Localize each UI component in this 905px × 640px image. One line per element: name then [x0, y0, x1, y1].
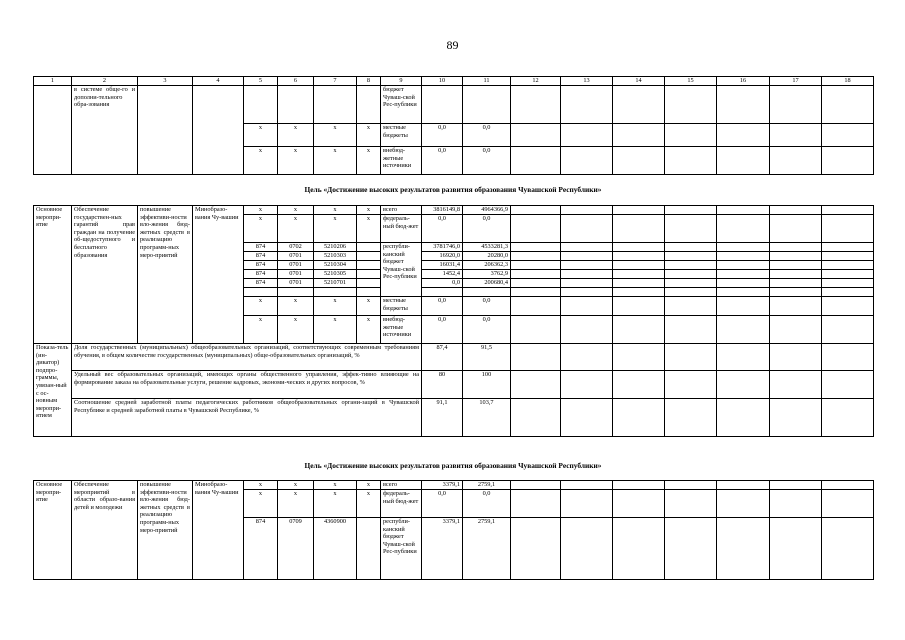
col-header: 13: [561, 77, 613, 86]
responsible-executor: Минобразо-вания Чу-вашии: [193, 206, 244, 344]
table-cell: 0,0: [463, 215, 511, 243]
table-cell: федераль-ный бюд-жет: [381, 490, 422, 518]
table-cell: [561, 147, 613, 175]
col-header: 6: [278, 77, 314, 86]
goal-heading: Цель «Достижение высоких результатов развития образования Чувашской Республики»: [304, 461, 602, 470]
table-cell: [561, 270, 613, 279]
table-cell: [561, 518, 613, 580]
table-cell: [770, 316, 822, 344]
table-cell: 2759,1: [463, 518, 511, 580]
table-cell: [357, 243, 381, 252]
table-cell: 103,7: [463, 399, 511, 437]
table-cell: х: [278, 147, 314, 175]
table-cell: [561, 215, 613, 243]
activity-name: в системе обще-го и дополни-тельного обра-зования: [72, 86, 138, 175]
table-cell: 5210303: [314, 252, 357, 261]
table-cell: 91,1: [422, 399, 463, 437]
table-cell: [665, 124, 717, 147]
table-cell: [822, 206, 874, 215]
table-cell: [357, 518, 381, 580]
table-cell: 874: [244, 279, 278, 288]
table-cell: [613, 481, 665, 490]
table-cell: [665, 243, 717, 252]
table-cell: 91,5: [463, 344, 511, 371]
table-cell: [561, 297, 613, 316]
table-cell: [717, 270, 770, 279]
table-cell: [613, 371, 665, 399]
table-cell: [314, 86, 357, 124]
table-cell: [822, 215, 874, 243]
table-cell: [822, 297, 874, 316]
table-cell: [511, 206, 561, 215]
table-cell: [770, 252, 822, 261]
table-cell: [717, 288, 770, 297]
table-cell: [511, 518, 561, 580]
table-cell: х: [278, 124, 314, 147]
table-cell: [665, 316, 717, 344]
table-cell: х: [314, 316, 357, 344]
table-cell: [138, 86, 193, 175]
table-cell: [511, 316, 561, 344]
table-cell: [822, 270, 874, 279]
table-cell: [511, 86, 561, 124]
col-header: 18: [822, 77, 874, 86]
table-cell: [613, 261, 665, 270]
table-cell: [561, 371, 613, 399]
table-cell: [717, 124, 770, 147]
indicator-text: Доля государственных (муниципальных) общеобразовательных организаций, соответствующих современным требованиям обучения, в общем количестве государственных (муниципальных) обще-образовательных организаций, %: [72, 344, 422, 371]
table-cell: х: [357, 147, 381, 175]
table-cell: 2759,1: [463, 481, 511, 490]
table-cell: 200680,4: [463, 279, 511, 288]
col-header: 3: [138, 77, 193, 86]
budget-table-block-2: [33, 480, 874, 580]
table-cell: республи-канский бюджет Чуваш-ской Рес-публики: [381, 243, 422, 297]
table-cell: 0,0: [422, 316, 463, 344]
table-cell: 4964366,9: [463, 206, 511, 215]
table-cell: [717, 344, 770, 371]
activity-goal: повышение эффективи-ности вло-жения бюд-жетных средств в реализацию программ-ных меро-приятий: [138, 206, 193, 344]
table-cell: х: [314, 490, 357, 518]
table-cell: [34, 86, 72, 175]
table-cell: 874: [244, 270, 278, 279]
table-cell: 0701: [278, 261, 314, 270]
table-cell: [613, 124, 665, 147]
table-cell: [511, 344, 561, 371]
table-cell: х: [314, 481, 357, 490]
table-cell: [561, 490, 613, 518]
col-header: 9: [381, 77, 422, 86]
table-cell: х: [357, 490, 381, 518]
table-cell: [717, 243, 770, 252]
table-cell: [422, 86, 463, 124]
table-cell: 5210206: [314, 243, 357, 252]
table-cell: [357, 261, 381, 270]
table-cell: [770, 371, 822, 399]
table-cell: 3379,1: [422, 481, 463, 490]
table-cell: [770, 215, 822, 243]
activity-name: Обеспечение государствен-ных гарантий прав граждан на получение об-щедоступного и бесплатного образования: [72, 206, 138, 344]
col-header: 16: [717, 77, 770, 86]
table-cell: [770, 297, 822, 316]
table-row: [34, 206, 874, 215]
table-cell: [822, 490, 874, 518]
table-cell: х: [314, 297, 357, 316]
table-cell: 0,0: [463, 490, 511, 518]
table-cell: х: [278, 316, 314, 344]
table-cell: [278, 288, 314, 297]
table-cell: 4533281,3: [463, 243, 511, 252]
table-cell: [665, 261, 717, 270]
table-cell: [357, 288, 381, 297]
table-cell: 0701: [278, 270, 314, 279]
table-cell: 5210701: [314, 279, 357, 288]
table-cell: 16920,0: [422, 252, 463, 261]
table-cell: [463, 288, 511, 297]
table-cell: [613, 86, 665, 124]
col-header: 5: [244, 77, 278, 86]
table-cell: 3379,1: [422, 518, 463, 580]
table-cell: [770, 481, 822, 490]
col-header: 12: [511, 77, 561, 86]
table-cell: 3762,9: [463, 270, 511, 279]
table-cell: [665, 147, 717, 175]
table-cell: [561, 252, 613, 261]
table-cell: [770, 270, 822, 279]
table-cell: 0,0: [463, 297, 511, 316]
table-cell: х: [244, 481, 278, 490]
table-cell: [717, 279, 770, 288]
table-cell: [613, 288, 665, 297]
table-cell: [665, 371, 717, 399]
table-cell: 0701: [278, 252, 314, 261]
table-cell: [665, 490, 717, 518]
table-cell: 0709: [278, 518, 314, 580]
table-cell: [770, 206, 822, 215]
table-cell: 0,0: [422, 490, 463, 518]
table-cell: [561, 279, 613, 288]
table-cell: [822, 147, 874, 175]
table-cell: [770, 490, 822, 518]
table-cell: [613, 316, 665, 344]
table-cell: [511, 371, 561, 399]
table-cell: [357, 270, 381, 279]
table-cell: 3781746,0: [422, 243, 463, 252]
table-cell: [717, 316, 770, 344]
table-cell: [665, 279, 717, 288]
table-cell: [244, 86, 278, 124]
table-cell: [613, 215, 665, 243]
table-cell: [357, 279, 381, 288]
table-cell: внебюд-жетные источники: [381, 147, 422, 175]
table-cell: 0,0: [422, 297, 463, 316]
table-cell: 80: [422, 371, 463, 399]
table-cell: [822, 518, 874, 580]
table-cell: 0702: [278, 243, 314, 252]
table-cell: [357, 252, 381, 261]
table-cell: х: [314, 215, 357, 243]
table-cell: [717, 297, 770, 316]
indicator-text: Соотношение средней заработной платы педагогических работников общеобразовательных органи-заций в Чувашской Республике и средней заработной платы в Чувашской Республике, %: [72, 399, 422, 437]
table-cell: [822, 261, 874, 270]
table-cell: [511, 252, 561, 261]
table-cell: [511, 490, 561, 518]
table-cell: [613, 147, 665, 175]
table-cell: [193, 86, 244, 175]
table-cell: [770, 243, 822, 252]
table-row: [34, 481, 874, 490]
table-cell: [665, 481, 717, 490]
table-cell: 1452,4: [422, 270, 463, 279]
indicator-label: Показа-тель (ин-дикатор) подпро-граммы, увязан-ный с ос-новным меропри-ятием: [34, 344, 72, 437]
table-cell: х: [244, 490, 278, 518]
table-cell: х: [357, 206, 381, 215]
col-header: 10: [422, 77, 463, 86]
table-cell: [511, 124, 561, 147]
table-cell: [511, 243, 561, 252]
table-cell: [717, 252, 770, 261]
table-cell: 874: [244, 518, 278, 580]
table-cell: [717, 399, 770, 437]
table-cell: [561, 243, 613, 252]
table-cell: х: [278, 206, 314, 215]
col-header: 14: [613, 77, 665, 86]
indicator-row: [34, 371, 874, 399]
table-cell: 0,0: [463, 147, 511, 175]
table-cell: [822, 279, 874, 288]
table-cell: [822, 243, 874, 252]
table-cell: [561, 481, 613, 490]
table-cell: [665, 399, 717, 437]
table-cell: [314, 288, 357, 297]
indicator-row: [34, 399, 874, 437]
table-cell: [561, 124, 613, 147]
table-cell: [717, 206, 770, 215]
table-cell: [770, 518, 822, 580]
table-cell: х: [314, 147, 357, 175]
table-cell: 4360900: [314, 518, 357, 580]
table-cell: [770, 261, 822, 270]
table-cell: [511, 399, 561, 437]
table-cell: [613, 399, 665, 437]
table-cell: 0701: [278, 279, 314, 288]
table-cell: [278, 86, 314, 124]
table-cell: [613, 518, 665, 580]
table-cell: х: [278, 297, 314, 316]
table-cell: [561, 344, 613, 371]
table-cell: [613, 490, 665, 518]
table-cell: [511, 261, 561, 270]
table-cell: [822, 399, 874, 437]
table-cell: 3816149,8: [422, 206, 463, 215]
table-cell: 100: [463, 371, 511, 399]
table-cell: [561, 288, 613, 297]
table-cell: х: [278, 490, 314, 518]
col-header: 2: [72, 77, 138, 86]
table-cell: 206362,3: [463, 261, 511, 270]
table-cell: [717, 261, 770, 270]
col-header: 11: [463, 77, 511, 86]
table-cell: всего: [381, 481, 422, 490]
activity-type: Основное меропри-ятие: [34, 206, 72, 344]
activity-goal: повышение эффективи-ности вло-жения бюд-жетных средств в реализацию программ-ных меро-приятий: [138, 481, 193, 580]
budget-table-main: [33, 76, 874, 175]
table-cell: [665, 518, 717, 580]
table-cell: [822, 252, 874, 261]
table-cell: внебюд-жетные источники: [381, 316, 422, 344]
table-cell: [561, 399, 613, 437]
table-cell: 5210305: [314, 270, 357, 279]
table-cell: х: [278, 481, 314, 490]
table-cell: [717, 490, 770, 518]
table-cell: [613, 297, 665, 316]
table-cell: [665, 206, 717, 215]
page-number: 89: [446, 38, 459, 52]
table-cell: [244, 288, 278, 297]
table-cell: х: [278, 215, 314, 243]
table-cell: [613, 344, 665, 371]
table-cell: 0,0: [422, 147, 463, 175]
table-cell: [665, 344, 717, 371]
table-cell: [770, 279, 822, 288]
table-cell: [822, 316, 874, 344]
table-cell: [665, 288, 717, 297]
activity-type: Основное меропри-ятие: [34, 481, 72, 580]
table-cell: федераль-ный бюд-жет: [381, 215, 422, 243]
table-cell: [463, 86, 511, 124]
table-cell: [561, 206, 613, 215]
col-header: 1: [34, 77, 72, 86]
table-cell: [717, 518, 770, 580]
table-cell: [665, 270, 717, 279]
table-cell: [770, 124, 822, 147]
col-header: 4: [193, 77, 244, 86]
table-cell: всего: [381, 206, 422, 215]
table-cell: [665, 86, 717, 124]
table-cell: [613, 206, 665, 215]
table-cell: х: [314, 206, 357, 215]
table-cell: [770, 288, 822, 297]
table-cell: 0,0: [463, 124, 511, 147]
table-cell: [770, 344, 822, 371]
table-cell: [665, 252, 717, 261]
col-header: 17: [770, 77, 822, 86]
table-cell: 0,0: [463, 316, 511, 344]
table-cell: [613, 279, 665, 288]
table-cell: [717, 481, 770, 490]
table-cell: 0,0: [422, 124, 463, 147]
table-cell: х: [357, 124, 381, 147]
table-cell: х: [244, 316, 278, 344]
table-cell: х: [244, 147, 278, 175]
table-cell: [357, 86, 381, 124]
table-cell: [822, 124, 874, 147]
table-cell: [561, 86, 613, 124]
table-cell: [717, 371, 770, 399]
table-cell: х: [357, 297, 381, 316]
table-cell: 0,0: [422, 215, 463, 243]
table-cell: х: [244, 297, 278, 316]
table-cell: [665, 215, 717, 243]
table-cell: республи-канский бюджет Чуваш-ской Рес-публики: [381, 518, 422, 580]
table-cell: [770, 147, 822, 175]
table-cell: [613, 270, 665, 279]
table-cell: 0,0: [422, 279, 463, 288]
table-cell: х: [357, 316, 381, 344]
table-cell: [822, 481, 874, 490]
table-cell: [422, 288, 463, 297]
table-cell: 5210304: [314, 261, 357, 270]
table-cell: х: [357, 215, 381, 243]
table-cell: 87,4: [422, 344, 463, 371]
table-cell: местные бюджеты: [381, 124, 422, 147]
table-cell: х: [244, 215, 278, 243]
table-cell: [717, 86, 770, 124]
table-cell: [822, 371, 874, 399]
table-cell: [561, 316, 613, 344]
table-cell: [822, 288, 874, 297]
table-cell: 16031,4: [422, 261, 463, 270]
table-cell: [511, 147, 561, 175]
table-cell: 874: [244, 261, 278, 270]
table-cell: 20280,0: [463, 252, 511, 261]
table-cell: [613, 243, 665, 252]
table-cell: [822, 86, 874, 124]
table-cell: [511, 297, 561, 316]
table-cell: [511, 279, 561, 288]
table-cell: [822, 344, 874, 371]
indicator-text: Удельный вес образовательных организаций, имеющих органы общественного управления, эффек-тивно влияющие на формирование заказа на образовательные услуги, решение кадровых, экономи-ческих и других вопросов, %: [72, 371, 422, 399]
responsible-executor: Минобразо-вания Чу-вашии: [193, 481, 244, 580]
table-cell: [511, 270, 561, 279]
budget-table-block-1: [33, 205, 874, 437]
table-cell: [561, 261, 613, 270]
table-cell: [770, 399, 822, 437]
table-cell: 874: [244, 243, 278, 252]
col-header: 15: [665, 77, 717, 86]
col-header: 7: [314, 77, 357, 86]
table-cell: [511, 288, 561, 297]
table-cell: х: [314, 124, 357, 147]
table-cell: [770, 86, 822, 124]
table-cell: х: [357, 481, 381, 490]
column-number-row: [34, 77, 874, 86]
col-header: 8: [357, 77, 381, 86]
table-cell: х: [244, 206, 278, 215]
table-cell: местные бюджеты: [381, 297, 422, 316]
table-cell: [613, 252, 665, 261]
goal-heading: Цель «Достижение высоких результатов развития образования Чувашской Республики»: [304, 185, 602, 194]
table-cell: [511, 215, 561, 243]
table-cell: [511, 481, 561, 490]
table-cell: [717, 215, 770, 243]
table-row: [34, 86, 874, 124]
table-cell: х: [244, 124, 278, 147]
table-cell: бюджет Чуваш-ской Рес-публики: [381, 86, 422, 124]
activity-name: Обеспечение мероприятий в области образо-вания детей и молодежи: [72, 481, 138, 580]
table-cell: [717, 147, 770, 175]
indicator-row: [34, 344, 874, 371]
table-cell: [665, 297, 717, 316]
table-cell: 874: [244, 252, 278, 261]
